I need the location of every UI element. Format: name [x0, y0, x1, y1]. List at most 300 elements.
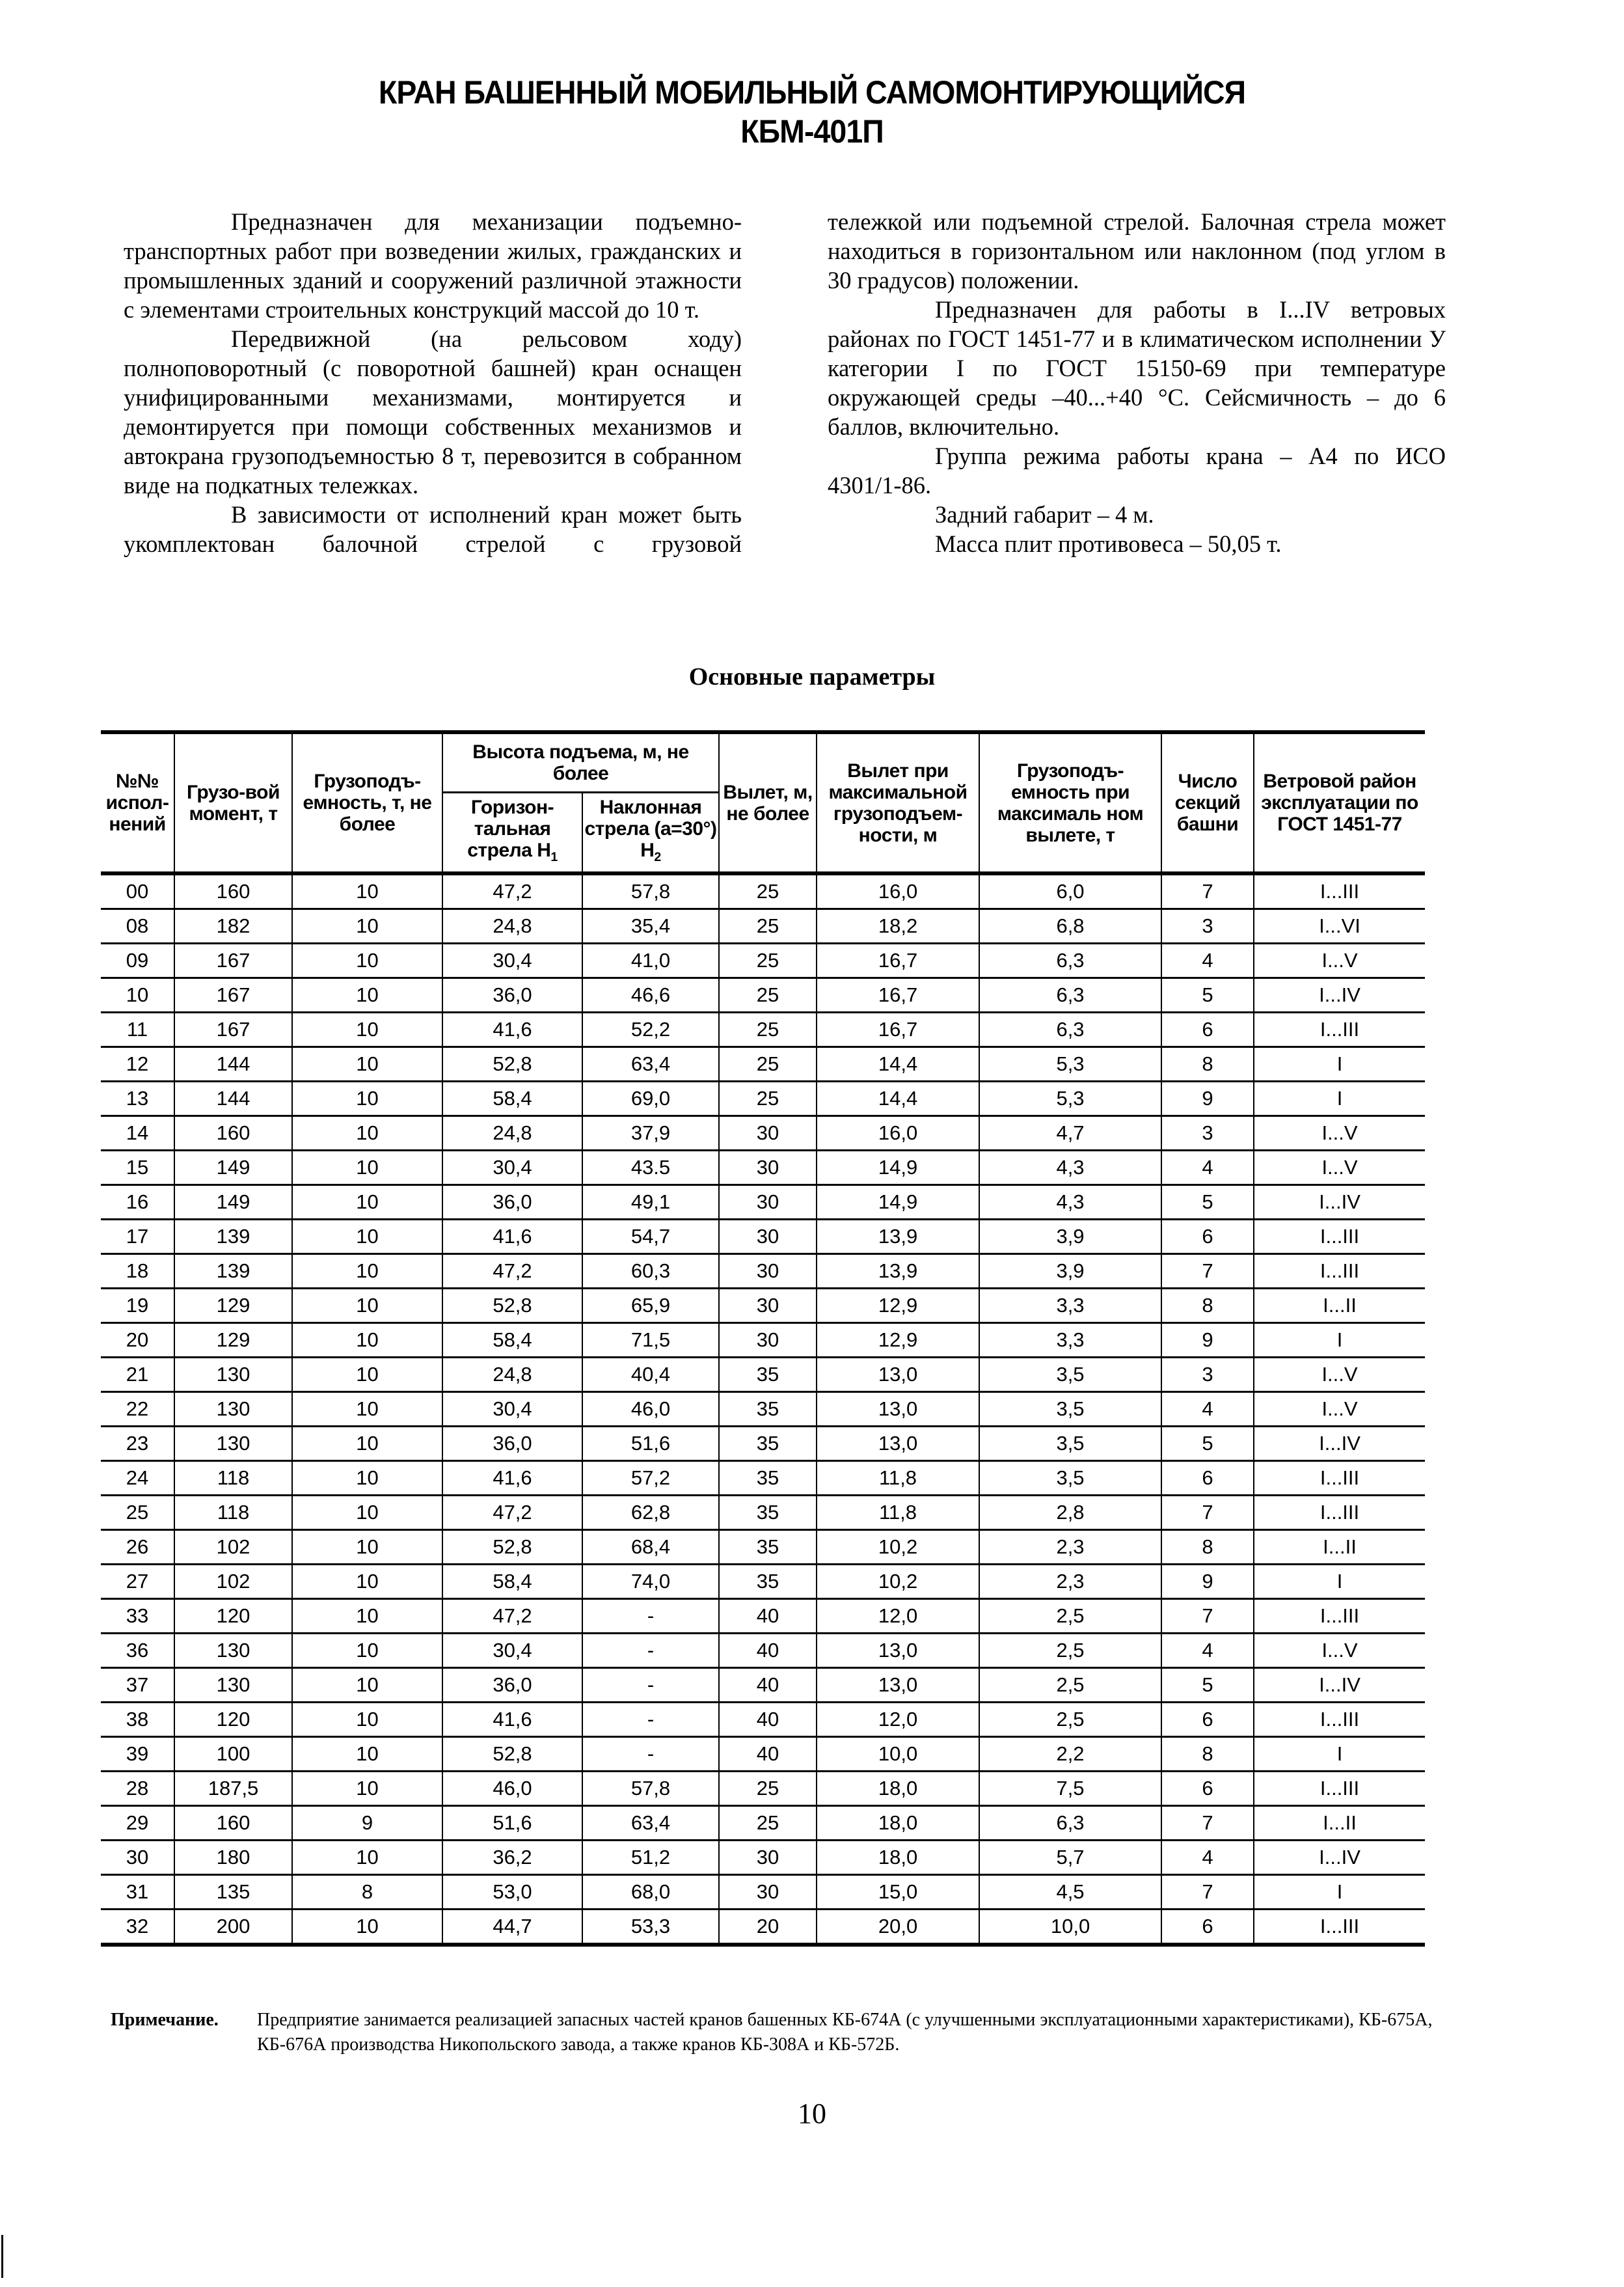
table-row [101, 1772, 1425, 1806]
cell-reach-at-max-capacity: 13,0 [817, 1392, 979, 1427]
subscript: 2 [654, 850, 661, 864]
cell-load-moment: 182 [174, 909, 292, 944]
paragraph: В зависимости от исполнений кран может быть укомплектован балочной стрелой с грузовой [124, 501, 742, 557]
cell-capacity: 10 [292, 1289, 442, 1323]
cell-load-moment: 135 [174, 1875, 292, 1910]
cell-reach: 40 [719, 1599, 817, 1634]
cell-tower-sections: 8 [1161, 1530, 1254, 1565]
cell-capacity-at-max-reach: 3,3 [979, 1289, 1161, 1323]
cell-capacity: 10 [292, 1703, 442, 1737]
header-height-inclined-label: Наклонная стрела (a=30°) H [584, 797, 717, 861]
table-row [101, 1599, 1425, 1634]
cell-height-horizontal: 30,4 [442, 944, 582, 978]
cell-tower-sections: 5 [1161, 978, 1254, 1013]
cell-capacity-at-max-reach: 2,3 [979, 1565, 1161, 1599]
cell-capacity: 10 [292, 1013, 442, 1047]
scan-artifact-line [1, 2235, 3, 2278]
cell-variant: 16 [101, 1185, 174, 1220]
cell-height-inclined: 49,1 [582, 1185, 719, 1220]
cell-height-inclined: 60,3 [582, 1254, 719, 1289]
cell-wind-region: I...III [1254, 1220, 1425, 1254]
cell-tower-sections: 6 [1161, 1703, 1254, 1737]
cell-height-horizontal: 30,4 [442, 1151, 582, 1185]
cell-tower-sections: 3 [1161, 909, 1254, 944]
cell-reach-at-max-capacity: 18,0 [817, 1772, 979, 1806]
cell-height-inclined: 54,7 [582, 1220, 719, 1254]
cell-reach: 35 [719, 1427, 817, 1461]
cell-wind-region: I...V [1254, 1634, 1425, 1668]
cell-capacity: 10 [292, 1323, 442, 1358]
cell-reach: 25 [719, 909, 817, 944]
cell-reach: 35 [719, 1530, 817, 1565]
cell-wind-region: I [1254, 1047, 1425, 1082]
cell-capacity-at-max-reach: 5,3 [979, 1082, 1161, 1116]
cell-reach-at-max-capacity: 16,7 [817, 978, 979, 1013]
cell-variant: 14 [101, 1116, 174, 1151]
cell-variant: 18 [101, 1254, 174, 1289]
cell-load-moment: 118 [174, 1496, 292, 1530]
cell-tower-sections: 6 [1161, 1220, 1254, 1254]
cell-reach: 30 [719, 1841, 817, 1875]
cell-capacity-at-max-reach: 5,7 [979, 1841, 1161, 1875]
cell-load-moment: 200 [174, 1910, 292, 1945]
cell-tower-sections: 3 [1161, 1116, 1254, 1151]
cell-capacity: 10 [292, 1910, 442, 1945]
cell-load-moment: 120 [174, 1703, 292, 1737]
cell-reach-at-max-capacity: 16,0 [817, 1116, 979, 1151]
cell-capacity-at-max-reach: 3,5 [979, 1427, 1161, 1461]
note [111, 2008, 1444, 2057]
header-variant: №№ испол-нений [101, 732, 174, 873]
cell-wind-region: I...V [1254, 944, 1425, 978]
cell-reach-at-max-capacity: 18,2 [817, 909, 979, 944]
cell-load-moment: 144 [174, 1082, 292, 1116]
paragraph: Предназначен для механизации подъемно-транспортных работ при возведении жилых, гражданских и промышленных зданий и сооружений различной этажности с элементами строительных конструкций массой до 10 т. [124, 208, 742, 323]
cell-height-inclined: 46,0 [582, 1392, 719, 1427]
cell-variant: 11 [101, 1013, 174, 1047]
cell-height-inclined: 40,4 [582, 1358, 719, 1392]
paragraph: Предназначен для работы в I...IV ветровых районах по ГОСТ 1451-77 и в климатическом исполнении У категории I по ГОСТ 15150-69 при температуре окружающей среды –40...+40 °С. Сейсмичность – до 6 баллов, включительно. [828, 296, 1446, 440]
table-row [101, 1530, 1425, 1565]
cell-height-horizontal: 58,4 [442, 1082, 582, 1116]
cell-variant: 22 [101, 1392, 174, 1427]
cell-load-moment: 149 [174, 1185, 292, 1220]
cell-load-moment: 129 [174, 1323, 292, 1358]
cell-reach: 30 [719, 1151, 817, 1185]
cell-variant: 37 [101, 1668, 174, 1703]
cell-capacity: 10 [292, 1427, 442, 1461]
cell-capacity: 10 [292, 1116, 442, 1151]
table-row [101, 873, 1425, 909]
cell-height-inclined: 37,9 [582, 1116, 719, 1151]
cell-wind-region: I...IV [1254, 1185, 1425, 1220]
cell-reach-at-max-capacity: 10,2 [817, 1565, 979, 1599]
cell-tower-sections: 6 [1161, 1013, 1254, 1047]
title-line-2: КБМ-401П [740, 113, 884, 150]
cell-height-horizontal: 51,6 [442, 1806, 582, 1841]
cell-tower-sections: 4 [1161, 1634, 1254, 1668]
cell-variant: 24 [101, 1461, 174, 1496]
cell-tower-sections: 4 [1161, 944, 1254, 978]
cell-tower-sections: 6 [1161, 1910, 1254, 1945]
cell-wind-region: I...IV [1254, 1668, 1425, 1703]
cell-height-inclined: 43.5 [582, 1151, 719, 1185]
cell-capacity-at-max-reach: 6,3 [979, 1806, 1161, 1841]
cell-variant: 21 [101, 1358, 174, 1392]
cell-height-inclined: 46,6 [582, 978, 719, 1013]
cell-capacity-at-max-reach: 4,5 [979, 1875, 1161, 1910]
cell-reach: 30 [719, 1323, 817, 1358]
cell-wind-region: I...III [1254, 1599, 1425, 1634]
cell-reach: 25 [719, 1772, 817, 1806]
cell-wind-region: I [1254, 1082, 1425, 1116]
cell-reach-at-max-capacity: 13,0 [817, 1668, 979, 1703]
cell-reach: 25 [719, 873, 817, 909]
cell-height-horizontal: 36,0 [442, 1185, 582, 1220]
cell-height-inclined: 65,9 [582, 1289, 719, 1323]
cell-height-inclined: 62,8 [582, 1496, 719, 1530]
cell-capacity-at-max-reach: 2,5 [979, 1599, 1161, 1634]
paragraph-continuation: тележкой или подъемной стрелой. Балочная стрела может находиться в горизонтальном или наклонном (под углом в 30 градусов) положении. [828, 208, 1446, 294]
cell-reach: 30 [719, 1254, 817, 1289]
table-row [101, 1668, 1425, 1703]
cell-tower-sections: 8 [1161, 1737, 1254, 1772]
cell-height-horizontal: 36,2 [442, 1841, 582, 1875]
header-height-inclined [582, 793, 719, 874]
cell-wind-region: I [1254, 1875, 1425, 1910]
cell-wind-region: I...III [1254, 1910, 1425, 1945]
cell-load-moment: 139 [174, 1220, 292, 1254]
table-row [101, 1806, 1425, 1841]
table-row [101, 1185, 1425, 1220]
cell-tower-sections: 7 [1161, 873, 1254, 909]
cell-tower-sections: 4 [1161, 1392, 1254, 1427]
cell-height-horizontal: 58,4 [442, 1565, 582, 1599]
document-title [57, 73, 1567, 151]
cell-capacity-at-max-reach: 2,3 [979, 1530, 1161, 1565]
cell-tower-sections: 7 [1161, 1875, 1254, 1910]
cell-height-horizontal: 41,6 [442, 1220, 582, 1254]
right-text-column [828, 207, 1446, 558]
cell-capacity-at-max-reach: 2,5 [979, 1634, 1161, 1668]
cell-reach: 35 [719, 1565, 817, 1599]
cell-capacity-at-max-reach: 3,3 [979, 1323, 1161, 1358]
cell-variant: 26 [101, 1530, 174, 1565]
cell-load-moment: 102 [174, 1530, 292, 1565]
cell-capacity-at-max-reach: 2,8 [979, 1496, 1161, 1530]
cell-height-horizontal: 41,6 [442, 1703, 582, 1737]
table-row [101, 944, 1425, 978]
cell-capacity: 10 [292, 1358, 442, 1392]
cell-tower-sections: 6 [1161, 1772, 1254, 1806]
cell-height-inclined: - [582, 1703, 719, 1737]
page-number: 10 [798, 2098, 826, 2130]
cell-tower-sections: 9 [1161, 1565, 1254, 1599]
cell-reach: 40 [719, 1634, 817, 1668]
cell-height-inclined: 63,4 [582, 1047, 719, 1082]
header-capacity: Грузоподъ-емность, т, не более [292, 732, 442, 873]
header-reach: Вылет, м, не более [719, 732, 817, 873]
cell-height-horizontal: 24,8 [442, 1116, 582, 1151]
cell-capacity-at-max-reach: 3,5 [979, 1461, 1161, 1496]
cell-variant: 12 [101, 1047, 174, 1082]
table-row [101, 1427, 1425, 1461]
paragraph: Передвижной (на рельсовом ходу) полноповоротный (с поворотной башней) кран оснащен унифицированными механизмами, монтируется и демонтируется при помощи собственных механизмов и автокрана грузоподъемностью 8 т, перевозится в собранном виде на подкатных тележках. [124, 325, 742, 499]
cell-height-horizontal: 24,8 [442, 1358, 582, 1392]
cell-capacity: 10 [292, 1772, 442, 1806]
cell-reach-at-max-capacity: 18,0 [817, 1841, 979, 1875]
cell-capacity: 10 [292, 1151, 442, 1185]
cell-variant: 10 [101, 978, 174, 1013]
cell-reach: 40 [719, 1703, 817, 1737]
cell-height-inclined: - [582, 1737, 719, 1772]
cell-variant: 00 [101, 873, 174, 909]
cell-reach-at-max-capacity: 16,7 [817, 1013, 979, 1047]
cell-height-horizontal: 47,2 [442, 873, 582, 909]
cell-wind-region: I...V [1254, 1392, 1425, 1427]
header-wind-region: Ветровой район эксплуатации по ГОСТ 1451-77 [1254, 732, 1425, 873]
cell-height-horizontal: 41,6 [442, 1461, 582, 1496]
table-row [101, 1116, 1425, 1151]
cell-reach-at-max-capacity: 13,9 [817, 1220, 979, 1254]
cell-capacity-at-max-reach: 3,5 [979, 1358, 1161, 1392]
cell-capacity: 10 [292, 1461, 442, 1496]
cell-wind-region: I...III [1254, 873, 1425, 909]
cell-capacity: 10 [292, 1392, 442, 1427]
cell-height-inclined: 53,3 [582, 1910, 719, 1945]
cell-variant: 20 [101, 1323, 174, 1358]
cell-wind-region: I...IV [1254, 1841, 1425, 1875]
cell-reach-at-max-capacity: 16,0 [817, 873, 979, 909]
cell-height-horizontal: 47,2 [442, 1599, 582, 1634]
cell-reach: 25 [719, 1806, 817, 1841]
cell-height-inclined: 57,2 [582, 1461, 719, 1496]
cell-capacity: 10 [292, 873, 442, 909]
cell-load-moment: 160 [174, 1116, 292, 1151]
cell-height-horizontal: 41,6 [442, 1013, 582, 1047]
cell-capacity: 9 [292, 1806, 442, 1841]
cell-load-moment: 118 [174, 1461, 292, 1496]
cell-capacity-at-max-reach: 6,8 [979, 909, 1161, 944]
section-title: Основные параметры [688, 663, 936, 691]
cell-capacity-at-max-reach: 5,3 [979, 1047, 1161, 1082]
note-label: Примечание. [111, 2010, 219, 2030]
cell-load-moment: 129 [174, 1289, 292, 1323]
cell-height-inclined: - [582, 1634, 719, 1668]
cell-height-inclined: 57,8 [582, 873, 719, 909]
header-load-moment: Грузо-вой момент, т [174, 732, 292, 873]
cell-variant: 31 [101, 1875, 174, 1910]
table-row [101, 1013, 1425, 1047]
cell-capacity-at-max-reach: 6,3 [979, 978, 1161, 1013]
cell-height-horizontal: 24,8 [442, 909, 582, 944]
cell-height-inclined: - [582, 1599, 719, 1634]
cell-height-inclined: 71,5 [582, 1323, 719, 1358]
cell-variant: 28 [101, 1772, 174, 1806]
cell-capacity-at-max-reach: 2,5 [979, 1703, 1161, 1737]
paragraph: Группа режима работы крана – А4 по ИСО 4301/1-86. [828, 443, 1446, 499]
cell-height-inclined: 51,6 [582, 1427, 719, 1461]
table-row [101, 978, 1425, 1013]
cell-capacity: 10 [292, 1496, 442, 1530]
cell-load-moment: 160 [174, 873, 292, 909]
cell-wind-region: I...II [1254, 1530, 1425, 1565]
cell-tower-sections: 5 [1161, 1185, 1254, 1220]
cell-load-moment: 130 [174, 1668, 292, 1703]
cell-reach: 25 [719, 978, 817, 1013]
cell-variant: 19 [101, 1289, 174, 1323]
cell-variant: 39 [101, 1737, 174, 1772]
table-row [101, 1703, 1425, 1737]
cell-capacity: 10 [292, 1254, 442, 1289]
cell-reach: 35 [719, 1358, 817, 1392]
cell-variant: 08 [101, 909, 174, 944]
cell-capacity: 10 [292, 1530, 442, 1565]
cell-height-horizontal: 46,0 [442, 1772, 582, 1806]
cell-variant: 36 [101, 1634, 174, 1668]
cell-wind-region: I...III [1254, 1772, 1425, 1806]
table-row [101, 1254, 1425, 1289]
header-height-horizontal [442, 793, 582, 874]
cell-capacity: 10 [292, 1599, 442, 1634]
cell-variant: 17 [101, 1220, 174, 1254]
cell-capacity: 10 [292, 1047, 442, 1082]
cell-capacity: 10 [292, 1565, 442, 1599]
cell-load-moment: 180 [174, 1841, 292, 1875]
cell-reach-at-max-capacity: 12,0 [817, 1703, 979, 1737]
header-capacity-at-max-reach: Грузоподъ-емность при максималь ном вылете, т [979, 732, 1161, 873]
cell-height-horizontal: 36,0 [442, 1668, 582, 1703]
cell-reach: 40 [719, 1737, 817, 1772]
cell-capacity: 10 [292, 978, 442, 1013]
cell-reach-at-max-capacity: 20,0 [817, 1910, 979, 1945]
cell-height-horizontal: 36,0 [442, 978, 582, 1013]
cell-variant: 38 [101, 1703, 174, 1737]
cell-tower-sections: 4 [1161, 1151, 1254, 1185]
cell-reach-at-max-capacity: 18,0 [817, 1806, 979, 1841]
cell-tower-sections: 7 [1161, 1599, 1254, 1634]
cell-tower-sections: 7 [1161, 1806, 1254, 1841]
cell-reach-at-max-capacity: 11,8 [817, 1461, 979, 1496]
cell-height-horizontal: 53,0 [442, 1875, 582, 1910]
cell-variant: 25 [101, 1496, 174, 1530]
cell-capacity: 10 [292, 1668, 442, 1703]
cell-reach: 30 [719, 1185, 817, 1220]
cell-variant: 32 [101, 1910, 174, 1945]
cell-load-moment: 144 [174, 1047, 292, 1082]
cell-height-horizontal: 30,4 [442, 1634, 582, 1668]
cell-variant: 30 [101, 1841, 174, 1875]
cell-tower-sections: 8 [1161, 1289, 1254, 1323]
cell-reach-at-max-capacity: 10,2 [817, 1530, 979, 1565]
cell-reach-at-max-capacity: 14,4 [817, 1047, 979, 1082]
paragraph: Масса плит противовеса – 50,05 т. [935, 530, 1282, 557]
header-height-group: Высота подъема, м, не более [442, 732, 719, 793]
cell-capacity: 10 [292, 1220, 442, 1254]
paragraph: Задний габарит – 4 м. [935, 501, 1154, 528]
cell-height-inclined: 68,0 [582, 1875, 719, 1910]
cell-tower-sections: 9 [1161, 1082, 1254, 1116]
cell-load-moment: 100 [174, 1737, 292, 1772]
cell-reach-at-max-capacity: 11,8 [817, 1496, 979, 1530]
cell-capacity: 10 [292, 909, 442, 944]
cell-reach: 35 [719, 1496, 817, 1530]
cell-load-moment: 130 [174, 1427, 292, 1461]
cell-height-horizontal: 44,7 [442, 1910, 582, 1945]
cell-variant: 29 [101, 1806, 174, 1841]
table-row [101, 1496, 1425, 1530]
cell-height-inclined: - [582, 1668, 719, 1703]
cell-variant: 33 [101, 1599, 174, 1634]
cell-wind-region: I [1254, 1737, 1425, 1772]
cell-reach: 35 [719, 1461, 817, 1496]
cell-wind-region: I...III [1254, 1013, 1425, 1047]
cell-wind-region: I...IV [1254, 1427, 1425, 1461]
cell-wind-region: I...III [1254, 1461, 1425, 1496]
cell-height-inclined: 57,8 [582, 1772, 719, 1806]
cell-height-horizontal: 52,8 [442, 1289, 582, 1323]
table-row [101, 909, 1425, 944]
cell-reach: 30 [719, 1116, 817, 1151]
cell-reach-at-max-capacity: 15,0 [817, 1875, 979, 1910]
cell-capacity-at-max-reach: 3,9 [979, 1254, 1161, 1289]
cell-tower-sections: 5 [1161, 1427, 1254, 1461]
cell-capacity-at-max-reach: 6,3 [979, 944, 1161, 978]
cell-wind-region: I...III [1254, 1703, 1425, 1737]
cell-variant: 09 [101, 944, 174, 978]
header-tower-sections: Число секций башни [1161, 732, 1254, 873]
cell-reach: 30 [719, 1289, 817, 1323]
table-row [101, 1634, 1425, 1668]
cell-tower-sections: 7 [1161, 1254, 1254, 1289]
cell-variant: 27 [101, 1565, 174, 1599]
cell-reach: 25 [719, 1047, 817, 1082]
cell-reach-at-max-capacity: 13,0 [817, 1427, 979, 1461]
cell-load-moment: 187,5 [174, 1772, 292, 1806]
cell-wind-region: I [1254, 1323, 1425, 1358]
cell-height-horizontal: 47,2 [442, 1496, 582, 1530]
table-row [101, 1737, 1425, 1772]
header-reach-at-max-capacity: Вылет при максимальной грузоподъем-ности, м [817, 732, 979, 873]
cell-height-horizontal: 52,8 [442, 1530, 582, 1565]
cell-reach: 40 [719, 1668, 817, 1703]
cell-reach-at-max-capacity: 10,0 [817, 1737, 979, 1772]
cell-wind-region: I...IV [1254, 978, 1425, 1013]
cell-load-moment: 167 [174, 978, 292, 1013]
cell-height-horizontal: 36,0 [442, 1427, 582, 1461]
note-text: Предприятие занимается реализацией запасных частей кранов башенных КБ-674А (с улучшенными эксплуатационными характеристиками), КБ-675А, КБ-676А производства Никопольского завода, а также кранов КБ-308А и КБ-572Б. [257, 2010, 1433, 2055]
subscript: 1 [550, 850, 558, 864]
table-row [101, 1220, 1425, 1254]
cell-load-moment: 149 [174, 1151, 292, 1185]
cell-wind-region: I...V [1254, 1151, 1425, 1185]
cell-height-horizontal: 52,8 [442, 1047, 582, 1082]
cell-reach-at-max-capacity: 12,9 [817, 1323, 979, 1358]
cell-load-moment: 120 [174, 1599, 292, 1634]
cell-height-inclined: 41,0 [582, 944, 719, 978]
left-text-column [124, 207, 742, 558]
cell-capacity-at-max-reach: 2,5 [979, 1668, 1161, 1703]
cell-wind-region: I...III [1254, 1254, 1425, 1289]
cell-capacity: 10 [292, 944, 442, 978]
cell-reach: 35 [719, 1392, 817, 1427]
cell-load-moment: 130 [174, 1634, 292, 1668]
table-row [101, 1323, 1425, 1358]
table-row [101, 1461, 1425, 1496]
cell-height-horizontal: 52,8 [442, 1737, 582, 1772]
cell-capacity-at-max-reach: 7,5 [979, 1772, 1161, 1806]
cell-height-horizontal: 47,2 [442, 1254, 582, 1289]
